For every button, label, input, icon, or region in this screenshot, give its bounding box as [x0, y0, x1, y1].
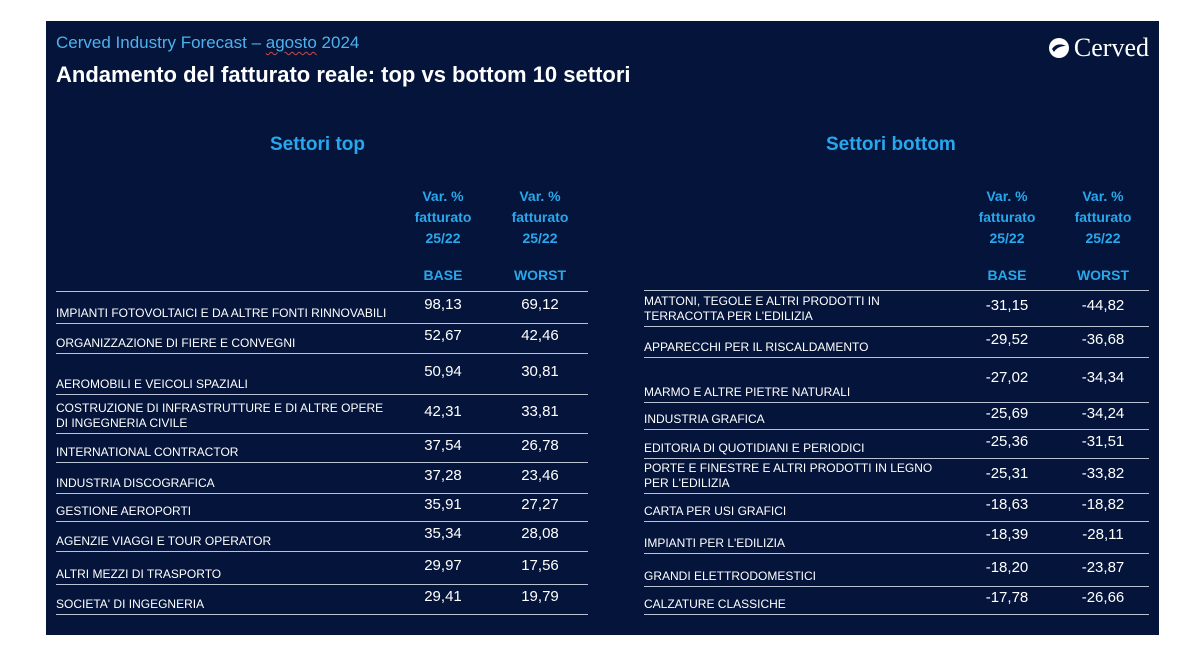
base-value: 29,41 — [424, 588, 462, 605]
table-row — [644, 429, 1149, 458]
sector-name: PORTE E FINESTRE E ALTRI PRODOTTI IN LEGNO PER L'EDILIZIA — [644, 461, 933, 490]
base-value: 37,54 — [424, 436, 462, 454]
logo-text: Cerved — [1073, 33, 1149, 62]
table-row — [56, 493, 588, 521]
sector-name: CARTA PER USI GRAFICI — [644, 504, 787, 518]
cerved-logo — [1048, 33, 1149, 63]
worst-value: -36,68 — [1081, 330, 1125, 348]
worst-value: 27,27 — [521, 496, 559, 513]
sector-name: AGENZIE VIAGGI E TOUR OPERATOR — [56, 534, 272, 548]
base-value: -25,31 — [985, 464, 1029, 482]
sector-name: INDUSTRIA DISCOGRAFICA — [56, 476, 215, 490]
table-row — [56, 291, 588, 323]
table-row — [56, 323, 588, 353]
sector-name: IMPIANTI PER L'EDILIZIA — [644, 536, 785, 550]
top-base-head-line: fatturato — [414, 209, 472, 225]
table-divider — [56, 614, 588, 615]
worst-value: 26,78 — [521, 436, 559, 454]
base-value: 35,91 — [424, 496, 462, 513]
table-row — [56, 433, 588, 462]
base-value: 42,31 — [424, 402, 462, 420]
sector-name: IMPIANTI FOTOVOLTAICI E DA ALTRE FONTI RINNOVABILI — [56, 306, 387, 320]
sector-name: EDITORIA DI QUOTIDIANI E PERIODICI — [644, 441, 865, 455]
base-value: -18,63 — [985, 496, 1029, 513]
worst-value: -34,34 — [1081, 368, 1125, 386]
worst-value: -23,87 — [1081, 558, 1125, 576]
worst-value: 33,81 — [521, 402, 559, 420]
cerved-logo-icon — [1048, 37, 1070, 59]
table-row — [644, 357, 1149, 402]
table-row — [644, 326, 1149, 357]
bottom-base-head-line: fatturato — [978, 209, 1036, 225]
base-value: 98,13 — [424, 296, 462, 313]
sector-name: APPARECCHI PER IL RISCALDAMENTO — [644, 340, 869, 354]
subtitle-year: 2024 — [316, 33, 360, 52]
top-section-title: Settori top — [270, 134, 365, 155]
table-row — [644, 553, 1149, 586]
base-value: -27,02 — [985, 368, 1029, 386]
bottom-worst-label: WORST — [1076, 267, 1130, 283]
report-subtitle — [56, 33, 359, 53]
base-value: -18,39 — [985, 526, 1029, 543]
table-row — [644, 586, 1149, 614]
top-base-head-line: 25/22 — [425, 230, 461, 246]
base-value: 29,97 — [424, 556, 462, 574]
sector-name: INDUSTRIA GRAFICA — [644, 412, 765, 426]
table-row — [56, 353, 588, 394]
worst-value: 17,56 — [521, 556, 559, 574]
table-row — [56, 521, 588, 551]
worst-value: -33,82 — [1081, 464, 1125, 482]
table-row — [644, 458, 1149, 493]
sector-name: COSTRUZIONE DI INFRASTRUTTURE E DI ALTRE OPERE DI INGEGNERIA CIVILE — [56, 401, 384, 430]
base-value: 52,67 — [424, 327, 462, 344]
bottom-worst-head-line: fatturato — [1074, 209, 1132, 225]
top-worst-label: WORST — [513, 267, 567, 283]
worst-value: -28,11 — [1082, 526, 1124, 543]
table-row — [644, 521, 1149, 553]
sector-name: ORGANIZZAZIONE DI FIERE E CONVEGNI — [56, 336, 296, 350]
top-worst-head-line: fatturato — [511, 209, 569, 225]
worst-value: 23,46 — [521, 466, 559, 484]
top-base-column-header — [403, 186, 483, 249]
table-row — [644, 290, 1149, 326]
worst-value: -18,82 — [1081, 496, 1125, 513]
worst-value: -34,24 — [1081, 404, 1125, 422]
worst-value: 69,12 — [521, 296, 559, 313]
base-value: 35,34 — [424, 525, 462, 542]
bottom-base-label: BASE — [987, 267, 1027, 283]
subtitle-prefix: Cerved Industry Forecast – — [56, 33, 266, 52]
bottom-base-head-line: Var. % — [986, 188, 1028, 204]
top-worst-head-line: 25/22 — [522, 230, 558, 246]
bottom-worst-head-line: 25/22 — [1085, 230, 1121, 246]
sector-name: INTERNATIONAL CONTRACTOR — [56, 445, 239, 459]
sector-name: SOCIETA' DI INGEGNERIA — [56, 597, 205, 611]
base-value: -25,69 — [985, 404, 1029, 422]
base-value: -18,20 — [985, 558, 1029, 576]
sector-name: CALZATURE CLASSICHE — [644, 597, 786, 611]
table-row — [56, 584, 588, 614]
top-worst-column-header — [500, 186, 580, 249]
sector-name: MATTONI, TEGOLE E ALTRI PRODOTTI IN TERRACOTTA PER L'EDILIZIA — [644, 294, 880, 323]
table-row — [56, 462, 588, 493]
worst-value: 19,79 — [521, 588, 559, 605]
sector-name: MARMO E ALTRE PIETRE NATURALI — [644, 385, 851, 399]
base-value: -25,36 — [985, 432, 1029, 450]
base-value: -31,15 — [985, 297, 1029, 314]
sector-name: AEROMOBILI E VEICOLI SPAZIALI — [56, 377, 248, 391]
sector-name: GRANDI ELETTRODOMESTICI — [644, 569, 817, 583]
top-base-head-line: Var. % — [422, 188, 464, 204]
base-value: -29,52 — [985, 330, 1029, 348]
sector-name: GESTIONE AEROPORTI — [56, 504, 192, 518]
worst-value: 28,08 — [521, 525, 559, 542]
base-value: -17,78 — [985, 589, 1029, 606]
sector-name: ALTRI MEZZI DI TRASPORTO — [56, 567, 222, 581]
worst-value: -31,51 — [1081, 432, 1125, 450]
table-row — [56, 551, 588, 584]
subtitle-month: agosto — [265, 33, 317, 52]
worst-value: -44,82 — [1081, 297, 1125, 314]
base-value: 50,94 — [424, 362, 462, 380]
bottom-section-title: Settori bottom — [826, 134, 956, 155]
top-base-label: BASE — [423, 267, 463, 283]
top-worst-head-line: Var. % — [519, 188, 561, 204]
bottom-worst-column-header — [1063, 186, 1143, 249]
slide-panel — [46, 21, 1159, 635]
worst-value: 30,81 — [521, 362, 559, 380]
worst-value: -26,66 — [1081, 589, 1125, 606]
base-value: 37,28 — [424, 466, 462, 484]
table-row — [56, 394, 588, 433]
bottom-base-column-header — [967, 186, 1047, 249]
table-row — [644, 402, 1149, 429]
page-title: Andamento del fatturato reale: top vs bottom 10 settori — [56, 62, 631, 87]
table-divider — [644, 614, 1149, 615]
table-row — [644, 493, 1149, 521]
worst-value: 42,46 — [521, 327, 559, 344]
bottom-worst-head-line: Var. % — [1082, 188, 1124, 204]
bottom-base-head-line: 25/22 — [989, 230, 1025, 246]
